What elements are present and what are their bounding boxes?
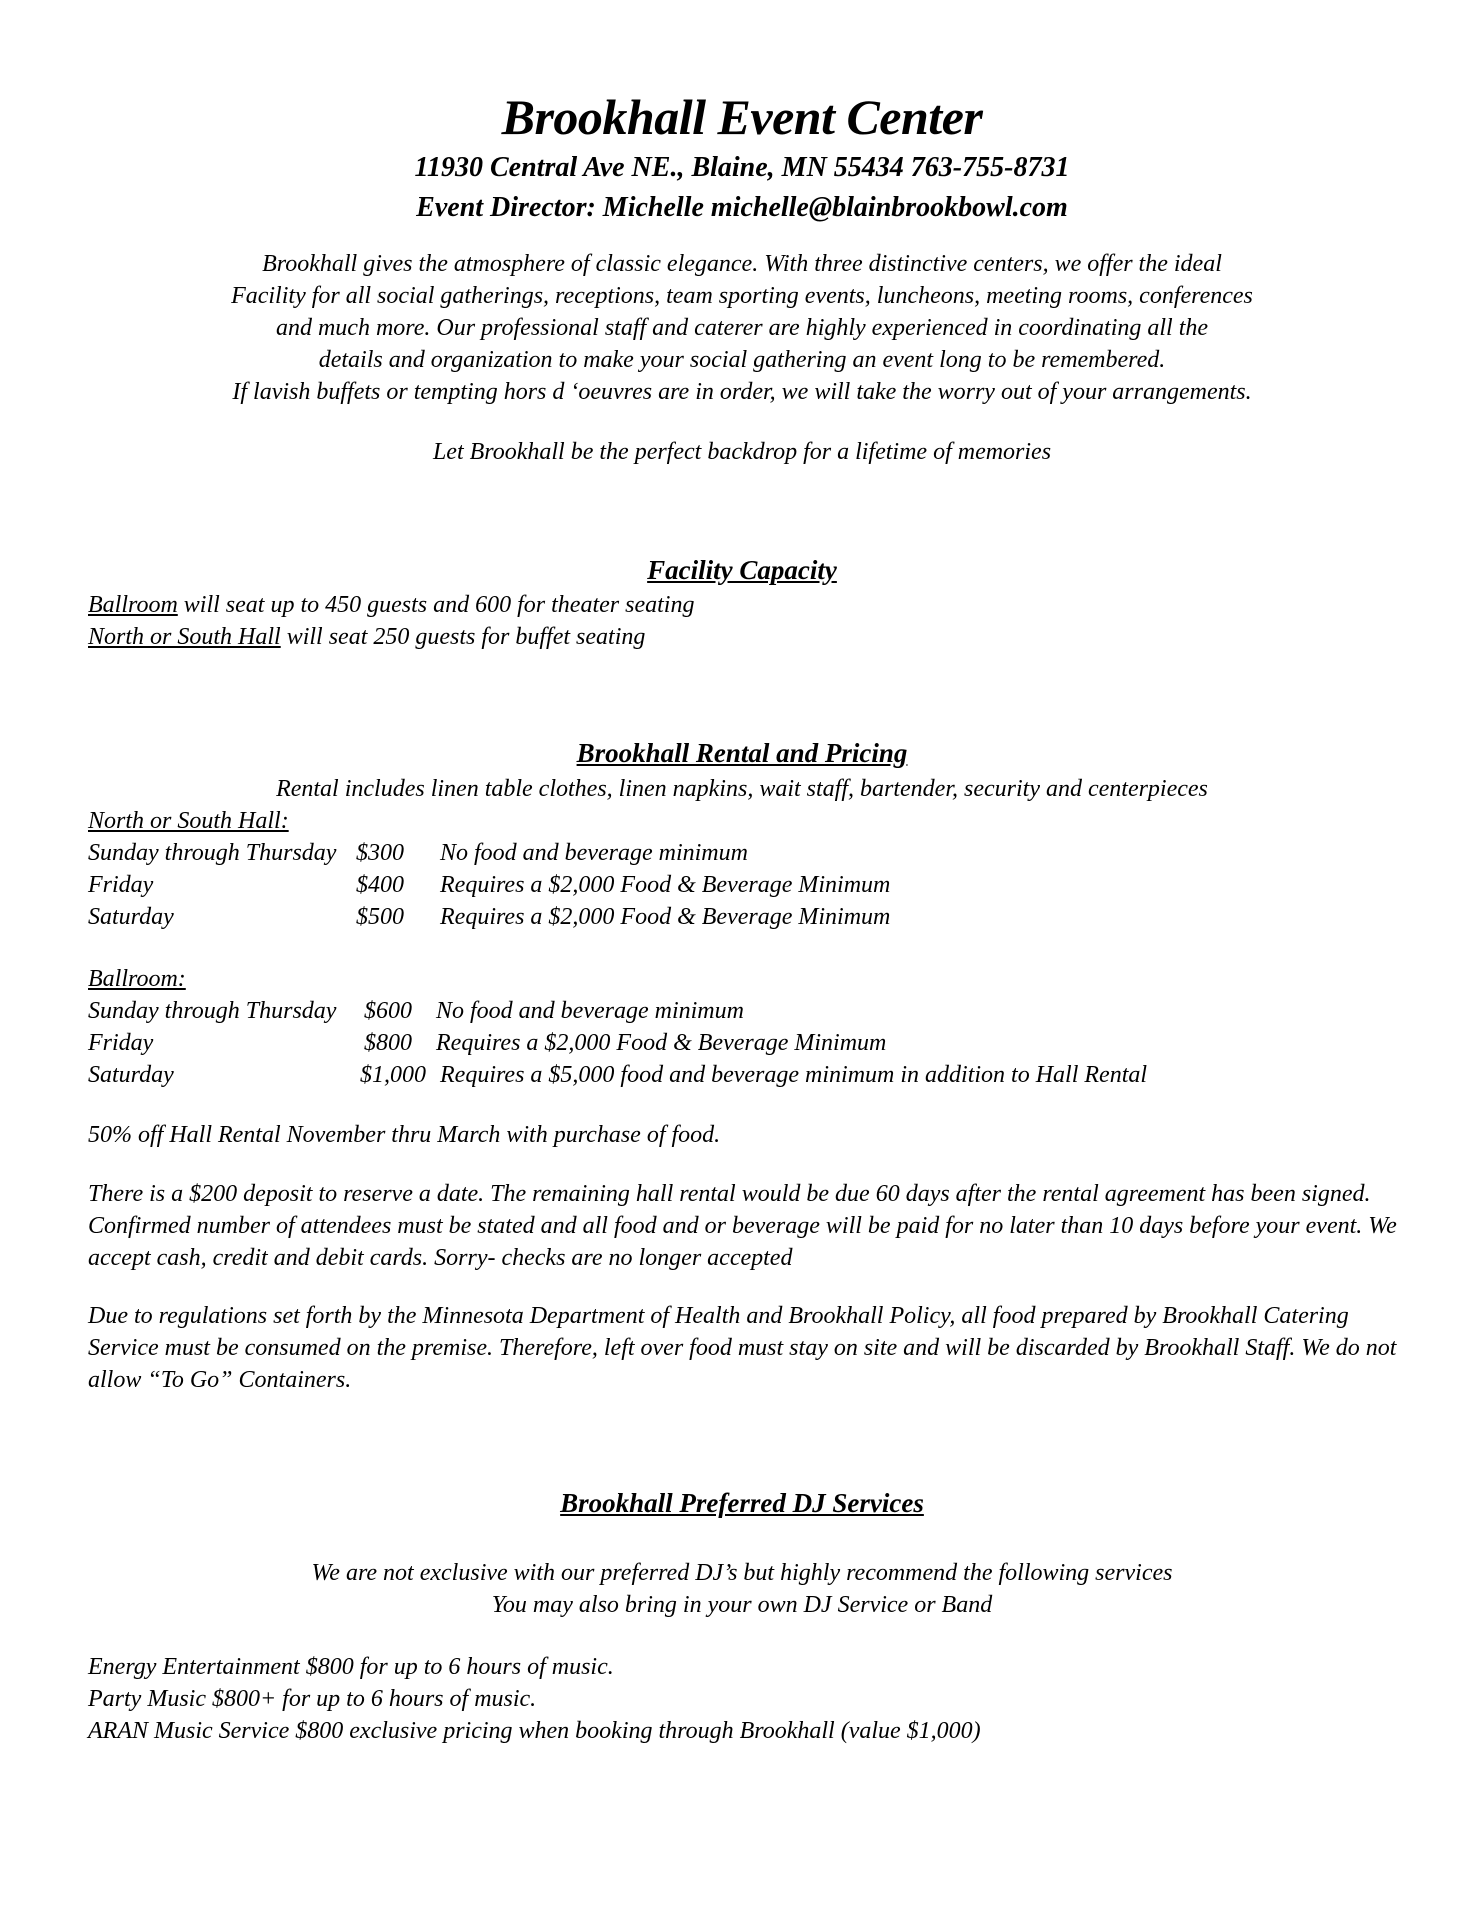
capacity-item-name: Ballroom <box>88 592 178 618</box>
intro-line: Facility for all social gatherings, receptions, team sporting events, luncheons, meeting rooms, conferences <box>231 283 1253 309</box>
price-note: Requires a $2,000 Food & Beverage Minimum <box>440 872 891 898</box>
price-amount: $800 <box>364 1030 412 1056</box>
price-day: Friday <box>88 1030 154 1056</box>
price-day: Sunday through Thursday <box>88 998 337 1024</box>
price-day: Sunday through Thursday <box>88 840 337 866</box>
price-note: No food and beverage minimum <box>440 840 748 866</box>
price-amount: $300 <box>356 840 404 866</box>
intro-line: If lavish buffets or tempting hors d ‘oeuvres are in order, we will take the worry out of your arrangements. <box>232 379 1252 405</box>
price-day: Saturday <box>88 904 174 930</box>
price-note: No food and beverage minimum <box>436 998 744 1024</box>
deposit-paragraph: There is a $200 deposit to reserve a date. The remaining hall rental would be due 60 days after the rental agreement has been signed. Confirmed number of attendees must be stated and all food and or beverage will be paid for no later than 10 days before your event. We accept cash, credit and debit cards. Sorry- checks are no longer accepted <box>88 1181 1397 1271</box>
rental-section-title: Brookhall Rental and Pricing <box>576 738 908 768</box>
price-amount: $500 <box>356 904 404 930</box>
capacity-item-hall <box>88 624 645 651</box>
price-amount: $400 <box>356 872 404 898</box>
dj-service-item: ARAN Music Service $800 exclusive pricing when booking through Brookhall (value $1,000) <box>88 1718 981 1744</box>
price-day: Friday <box>88 872 154 898</box>
dj-section-title: Brookhall Preferred DJ Services <box>560 1488 924 1518</box>
capacity-item-ballroom <box>88 592 694 619</box>
intro-line: details and organization to make your social gathering an event long to be remembered. <box>318 347 1166 373</box>
price-note: Requires a $2,000 Food & Beverage Minimum <box>440 904 891 930</box>
price-note: Requires a $5,000 food and beverage minimum in addition to Hall Rental <box>440 1062 1148 1088</box>
dj-intro-line: You may also bring in your own DJ Service or Band <box>491 1592 993 1618</box>
dj-intro-line: We are not exclusive with our preferred DJ’s but highly recommend the following services <box>311 1560 1173 1586</box>
regulations-paragraph: Due to regulations set forth by the Minnesota Department of Health and Brookhall Policy, all food prepared by Brookhall Catering Service must be consumed on the premise. Therefore, left over food must stay on site and will be discarded by Brookhall Staff. We do not allow “To Go” Containers. <box>88 1303 1397 1393</box>
discount-note: 50% off Hall Rental November thru March with purchase of food. <box>88 1122 721 1148</box>
price-day: Saturday <box>88 1062 174 1088</box>
dj-service-item: Energy Entertainment $800 for up to 6 hours of music. <box>88 1654 614 1680</box>
director-line: Event Director: Michelle michelle@blainbrookbowl.com <box>416 192 1068 223</box>
address-line: 11930 Central Ave NE., Blaine, MN 55434 763-755-8731 <box>414 152 1070 183</box>
dj-service-item: Party Music $800+ for up to 6 hours of music. <box>88 1686 537 1712</box>
price-note: Requires a $2,000 Food & Beverage Minimum <box>436 1030 887 1056</box>
intro-paragraph <box>0 248 1484 408</box>
capacity-section-title: Facility Capacity <box>647 555 837 585</box>
price-amount: $600 <box>364 998 412 1024</box>
halls-heading: North or South Hall: <box>88 808 289 834</box>
document-title: Brookhall Event Center <box>501 89 983 145</box>
intro-line: Brookhall gives the atmosphere of classic elegance. With three distinctive centers, we offer the ideal <box>262 251 1222 277</box>
ballroom-heading: Ballroom: <box>88 966 186 992</box>
capacity-item-text: will seat up to 450 guests and 600 for theater seating <box>177 592 695 618</box>
capacity-item-name: North or South Hall <box>88 624 281 650</box>
price-amount: $1,000 <box>360 1062 426 1088</box>
capacity-item-text: will seat 250 guests for buffet seating <box>280 624 646 650</box>
rental-includes: Rental includes linen table clothes, linen napkins, wait staff, bartender, security and centerpieces <box>276 776 1208 802</box>
intro-line: and much more. Our professional staff and caterer are highly experienced in coordinating all the <box>275 315 1209 341</box>
tagline: Let Brookhall be the perfect backdrop for a lifetime of memories <box>432 439 1052 465</box>
